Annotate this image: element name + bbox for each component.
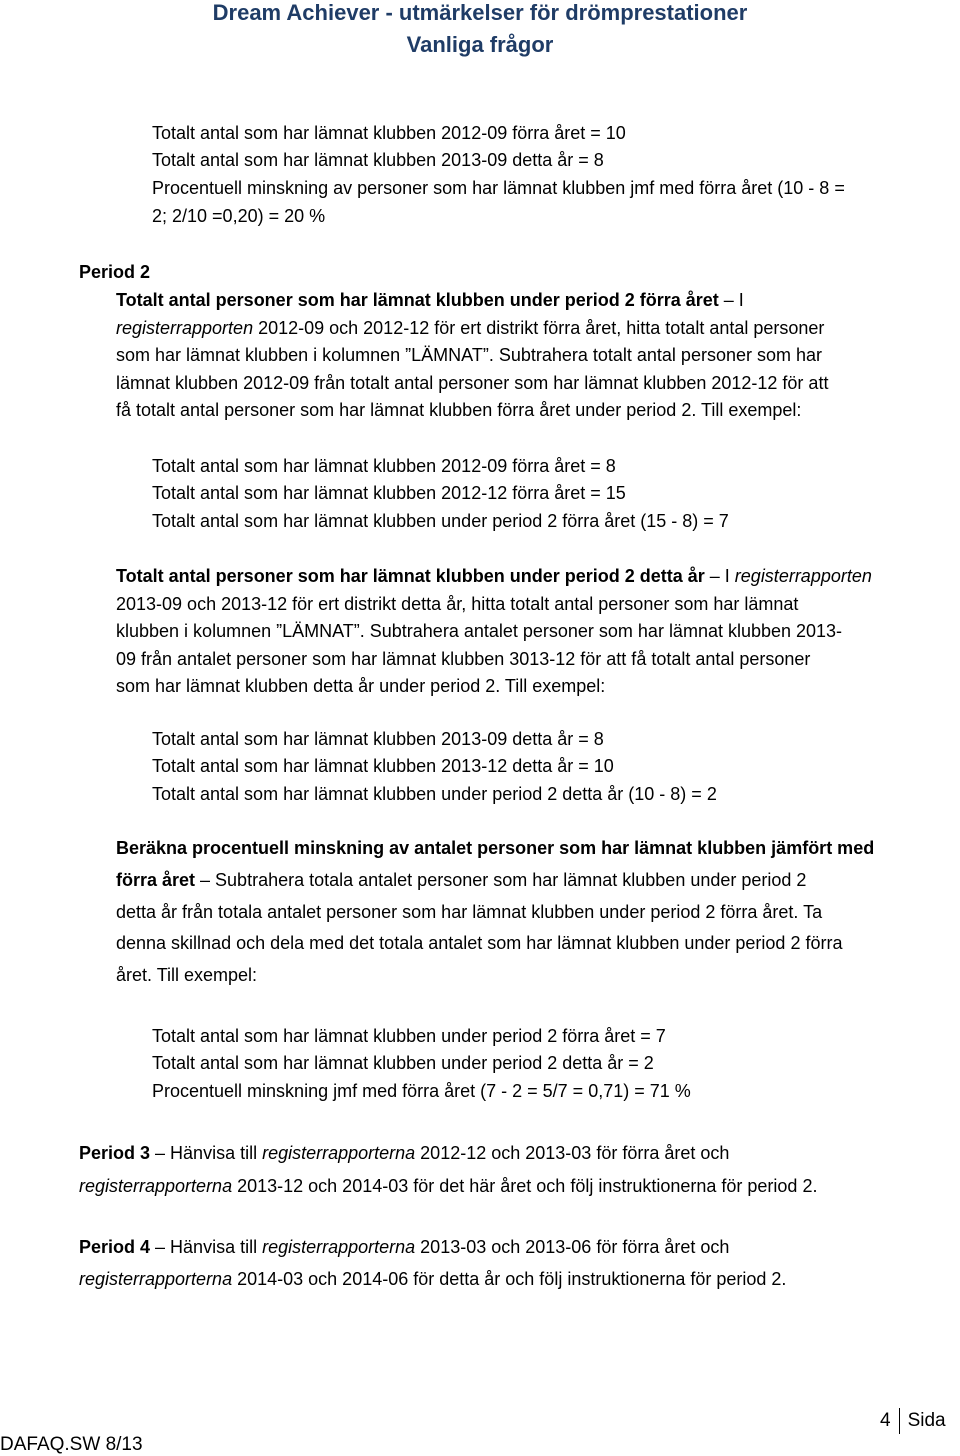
text: 2012-09 och 2012-12 för ert distrikt förra året, hitta totalt antal personer [253,318,825,338]
bold-text: förra året [116,870,196,890]
page-number-value: 4 [880,1410,891,1432]
paragraph-line [116,565,872,587]
bold-text: Totalt antal personer som har lämnat klubben under period 2 förra året [116,290,719,310]
text: 2012-12 och 2013-03 för förra året och [415,1143,730,1163]
example-line: Totalt antal som har lämnat klubben 2013-09 detta år = 8 [152,150,604,170]
example-line: Totalt antal som har lämnat klubben 2012-12 förra året = 15 [152,483,626,503]
bold-text: Totalt antal personer som har lämnat klubben under period 2 detta år [116,566,705,586]
paragraph-line [116,289,744,311]
page-label: Sida [907,1410,946,1432]
italic-text: registerrapporterna [79,1269,233,1289]
example-line: Totalt antal som har lämnat klubben under period 2 förra året = 7 [152,1026,666,1046]
paragraph-line [116,317,824,339]
italic-text: registerrapporterna [79,1176,233,1196]
paragraph-line: som har lämnat klubben detta år under period 2. Till exempel: [116,676,606,696]
example-line: Totalt antal som har lämnat klubben under period 2 förra året (15 - 8) = 7 [152,511,729,531]
text: – I [718,290,744,310]
paragraph-line: 2013-09 och 2013-12 för ert distrikt detta år, hitta totalt antal personer som har lämnat [116,594,799,614]
paragraph-line: detta år från totala antalet personer som har lämnat klubben under period 2 förra året. Ta [116,902,823,922]
period-4-line [79,1236,729,1258]
italic-text: registerrapporterna [262,1237,416,1257]
example-line: Totalt antal som har lämnat klubben under period 2 detta år = 2 [152,1053,654,1073]
example-line: Procentuell minskning jmf med förra året (7 - 2 = 5/7 = 0,71) = 71 % [152,1081,691,1101]
italic-text: registerrapporten [116,318,254,338]
paragraph-line: klubben i kolumnen ”LÄMNAT”. Subtrahera antalet personer som har lämnat klubben 2013- [116,621,843,641]
italic-text: registerrapporten [734,566,872,586]
document-code: DAFAQ.SW 8/13 [0,1434,143,1455]
example-line: 2; 2/10 =0,20) = 20 % [152,206,326,226]
example-line: Totalt antal som har lämnat klubben under period 2 detta år (10 - 8) = 2 [152,784,717,804]
italic-text: registerrapporterna [262,1143,416,1163]
page-number-divider [899,1408,900,1434]
text: 2014-03 och 2014-06 för detta år och följ instruktionerna för period 2. [232,1269,787,1289]
example-line: Totalt antal som har lämnat klubben 2013-09 detta år = 8 [152,729,604,749]
period-3-line [79,1175,817,1197]
period-2-heading: Period 2 [79,262,151,282]
paragraph-line [116,869,806,891]
paragraph-line: året. Till exempel: [116,965,258,985]
text: 2013-12 och 2014-03 för det här året och följ instruktionerna för period 2. [232,1176,818,1196]
text: – Hänvisa till [150,1143,263,1163]
paragraph-line: som har lämnat klubben i kolumnen ”LÄMNAT”. Subtrahera totalt antal personer som har [116,345,822,365]
paragraph-line: Beräkna procentuell minskning av antalet personer som har lämnat klubben jämfört med [116,838,875,858]
example-line: Totalt antal som har lämnat klubben 2012-09 förra året = 8 [152,456,616,476]
text: 2013-03 och 2013-06 för förra året och [415,1237,730,1257]
example-line: Procentuell minskning av personer som har lämnat klubben jmf med förra året (10 - 8 = [152,178,845,198]
text: – I [704,566,735,586]
page-number [880,1408,946,1434]
paragraph-line: få totalt antal personer som har lämnat klubben förra året under period 2. Till exempel: [116,400,802,420]
paragraph-line: lämnat klubben 2012-09 från totalt antal personer som har lämnat klubben 2012-12 för att [116,373,829,393]
text: – Hänvisa till [150,1237,263,1257]
text: – Subtrahera totala antalet personer som har lämnat klubben under period 2 [195,870,807,890]
document-title: Dream Achiever - utmärkelser för drömprestationer [212,0,748,25]
example-line: Totalt antal som har lämnat klubben 2013-12 detta år = 10 [152,756,614,776]
period-4-line [79,1268,786,1290]
paragraph-line: denna skillnad och dela med det totala antalet som har lämnat klubben under period 2 förra [116,933,843,953]
period-3-line [79,1142,729,1164]
period-4-heading: Period 4 [79,1237,151,1257]
document-subtitle: Vanliga frågor [406,32,554,57]
period-3-heading: Period 3 [79,1143,151,1163]
paragraph-line: 09 från antalet personer som har lämnat klubben 3013-12 för att få totalt antal personer [116,649,811,669]
example-line: Totalt antal som har lämnat klubben 2012-09 förra året = 10 [152,123,626,143]
